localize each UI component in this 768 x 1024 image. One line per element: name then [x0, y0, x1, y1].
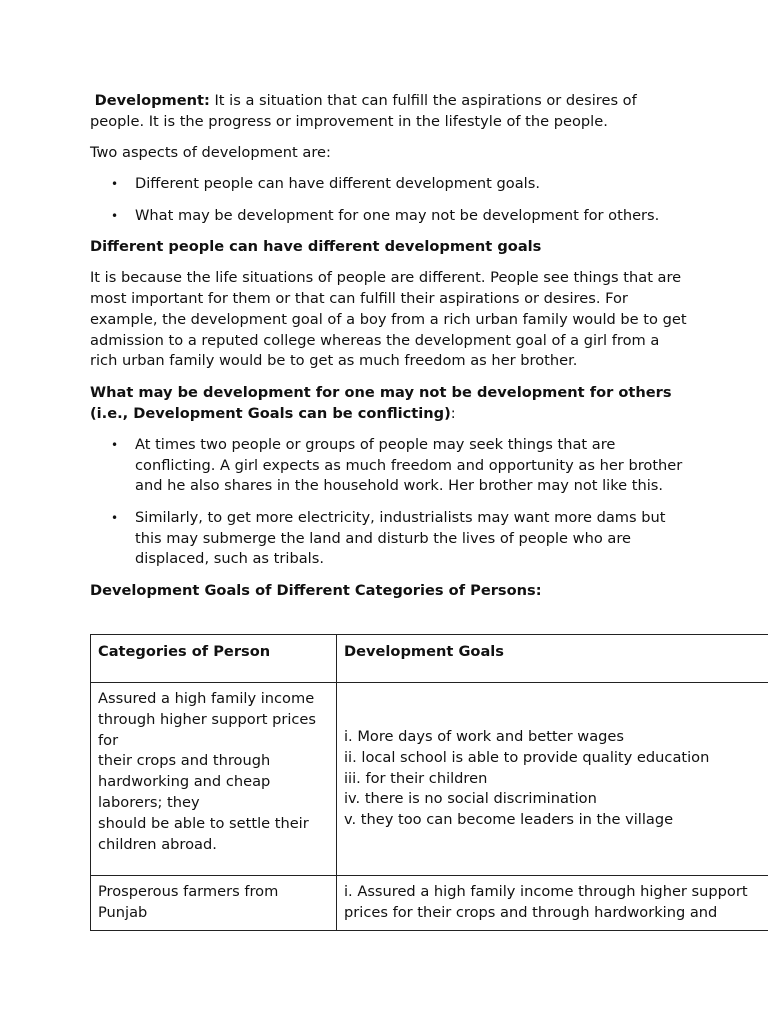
- cell-line: v. they too can become leaders in the village: [344, 811, 674, 829]
- cell-line: Punjab: [98, 903, 148, 921]
- cell-line: i. More days of work and better wages: [344, 728, 625, 745]
- cell-line: laborers; they: [98, 793, 200, 811]
- cell-line: their crops and through: [98, 752, 271, 770]
- list-item: • Similarly, to get more electricity, industrialists may want more dams but this may submerge the land and disturb the lives of people who are displaced, such as tribals.: [135, 508, 690, 570]
- table-row: [91, 683, 768, 876]
- section3-heading: Development Goals of Different Categories of Persons:: [90, 581, 542, 599]
- cell-line: through higher support prices: [98, 710, 317, 728]
- intro-definition: It is a situation that can fulfill the aspirations or desires of people. It is the progress or improvement in the lifestyle of the people.: [90, 92, 637, 130]
- document-body: [90, 91, 690, 612]
- cell-line: hardworking and cheap: [98, 773, 271, 791]
- table-header-row: [91, 635, 768, 683]
- section1-heading: Different people can have different development goals: [90, 237, 542, 255]
- goals-table: [90, 634, 768, 931]
- section2-heading: What may be development for one may not be development for others (i.e., Development Goals can be conflicting): [90, 383, 672, 422]
- conflict-list: [90, 435, 690, 570]
- aspects-lead: Two aspects of development are:: [90, 144, 331, 162]
- intro-term: Development:: [94, 92, 210, 109]
- row2-category: [91, 876, 337, 931]
- section2-heading-suffix: :: [450, 404, 456, 422]
- row1-category: [91, 683, 337, 876]
- goals-table-wrapper: [90, 634, 768, 932]
- intro-paragraph: [90, 91, 690, 133]
- cell-line: Assured a high family income: [98, 690, 315, 707]
- section2-heading-line: [90, 383, 690, 425]
- cell-line: iv. there is no social discrimination: [344, 790, 597, 808]
- cell-line: children abroad.: [98, 835, 217, 853]
- header-goals: Development Goals: [337, 635, 768, 683]
- header-categories: Categories of Person: [91, 635, 337, 683]
- cell-line: iii. for their children: [344, 769, 488, 787]
- list-item: • At times two people or groups of people may seek things that are conflicting. A girl expects as much freedom and opportunity as her brother and he also shares in the household work. Her brother may not like this.: [135, 435, 690, 497]
- cell-line: prices for their crops and through hardworking and: [344, 903, 718, 921]
- section1-body: It is because the life situations of people are different. People see things that are most important for them or that can fulfill their aspirations or desires. For example, the development goal of a boy from a rich urban family would be to get admission to a reputed college whereas the development goal of a girl from a rich urban family would be to get as much freedom as her brother.: [90, 269, 687, 370]
- row1-goals: [337, 683, 768, 876]
- cell-line: for: [98, 731, 119, 749]
- row2-goals: [337, 876, 768, 931]
- cell-line: Prosperous farmers from: [98, 883, 279, 900]
- cell-line: i. Assured a high family income through higher support: [344, 883, 748, 900]
- cell-line: ii. local school is able to provide quality education: [344, 748, 710, 766]
- list-item: • Different people can have different development goals.: [135, 174, 690, 195]
- list-item: • What may be development for one may not be development for others.: [135, 206, 690, 227]
- cell-line: should be able to settle their: [98, 814, 309, 832]
- table-row: [91, 876, 768, 931]
- aspects-list: [90, 174, 690, 226]
